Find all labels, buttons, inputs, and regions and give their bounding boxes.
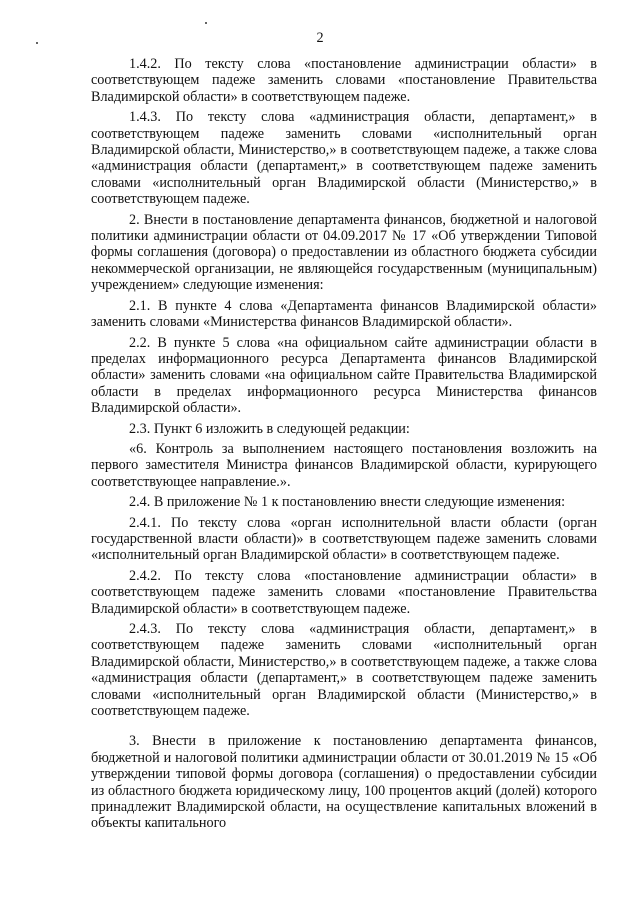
paragraph-2-3: 2.3. Пункт 6 изложить в следующей редакции: [129, 420, 410, 437]
paragraph-2-3-text: «6. Контроль за выполнением настоящего постановления возложить на первого заместителя Министра финансов Владимирской области, курирующего соответствующее направление.». [91, 440, 597, 490]
page-number: 2 [316, 30, 324, 46]
paragraph-2: 2. Внести в постановление департамента финансов, бюджетной и налоговой политики администрации области от 04.09.2017 № 17 «Об утверждении Типовой формы соглашения (договора) о предоставлении из областного бюджета субсидии некоммерческой организации, не являющейся государственным (муниципальным) учреждением» следующие изменения: [91, 211, 597, 294]
paragraph-1-4-2: 1.4.2. По тексту слова «постановление администрации области» в соответствующем падеже заменить словами «постановление Правительства Владимирской области» в соответствующем падеже. [91, 56, 597, 105]
document-body [91, 56, 597, 836]
paragraph-2-4: 2.4. В приложение № 1 к постановлению внести следующие изменения: [129, 494, 566, 511]
paragraph-2-1: 2.1. В пункте 4 слова «Департамента финансов Владимирской области» заменить словами «Министерства финансов Владимирской области». [91, 297, 597, 331]
scan-speck [205, 22, 207, 24]
paragraph-2-4-3: 2.4.3. По тексту слова «администрация области, департамент,» в соответствующем падеже заменить словами «исполнительный орган Владимирской области, Министерство,» в соответствующем падеже, а также слова «администрация области (департамент,» в соответствующем падеже заменить словами «исполнительный орган Владимирской области (Министерство,» в соответствующем падеже. [91, 621, 597, 720]
paragraph-2-4-1: 2.4.1. По тексту слова «орган исполнительной власти области (орган государственной власти области)» в соответствующем падеже заменить словами «исполнительный орган Владимирской области» в соответствующем падеже. [91, 514, 597, 564]
paragraph-2-2: 2.2. В пункте 5 слова «на официальном сайте администрации области в пределах информационного ресурса Департамента финансов Владимирской области» заменить словами «на официальном сайте Правительства Владимирской области в пределах информационного ресурса Министерства финансов Владимирской области». [91, 334, 597, 417]
paragraph-2-4-2: 2.4.2. По тексту слова «постановление администрации области» в соответствующем падеже заменить словами «постановление Правительства Владимирской области» в соответствующем падеже. [91, 567, 597, 617]
paragraph-1-4-3: 1.4.3. По тексту слова «администрация области, департамент,» в соответствующем падеже заменить словами «исполнительный орган Владимирской области, Министерство,» в соответствующем падеже, а также слова «администрация области (департамент,» в соответствующем падеже заменить словами «исполнительный орган Владимирской области (Министерство,» в соответствующем падеже. [91, 109, 597, 208]
paragraph-3: 3. Внести в приложение к постановлению департамента финансов, бюджетной и налоговой политики администрации области от 30.01.2019 № 15 «Об утверждении типовой формы договора (соглашения) о предоставлении субсидии из областного бюджета юридическому лицу, 100 процентов акций (долей) которого принадлежит Владимирской области, на осуществление капитальных вложений в объекты капитального [91, 733, 597, 832]
